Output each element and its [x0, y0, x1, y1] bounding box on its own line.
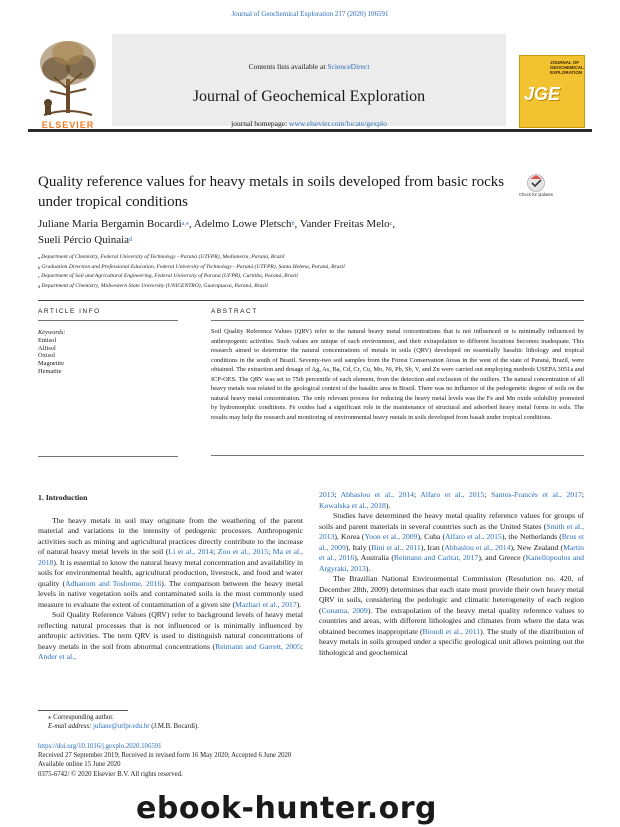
- check-for-updates-badge[interactable]: [519, 173, 553, 209]
- affiliation-marker: c: [38, 274, 42, 280]
- citation-link[interactable]: Martin et al., 2016: [319, 542, 584, 562]
- citation-link[interactable]: Abbaslou et al., 2014: [340, 490, 415, 499]
- body-text: ;: [414, 490, 421, 499]
- email-suffix: (J.M.B. Bocardi).: [149, 723, 199, 731]
- citation-link[interactable]: Reimann and Garrett, 2005: [215, 641, 301, 651]
- body-column-right: [319, 490, 584, 658]
- citation-link[interactable]: Adhanom and Toshome, 2016: [65, 578, 162, 588]
- cover-abbrev: JGE: [524, 84, 561, 104]
- affiliation-item: [38, 282, 578, 292]
- received-dates: Received 27 September 2019; Received in revised form 16 May 2020; Accepted 6 June 2020: [38, 752, 292, 760]
- citation-link[interactable]: Ander et al.,: [38, 652, 76, 661]
- publisher-wordmark: ELSEVIER: [41, 120, 95, 130]
- contents-line: [112, 62, 506, 71]
- abstract-label: ABSTRACT: [211, 308, 258, 315]
- author-name[interactable]: Sueli Pércio Quinaia: [38, 234, 130, 246]
- article-info-label: ARTICLE INFO: [38, 308, 101, 315]
- citation-link[interactable]: Biondi et al., 2011: [422, 626, 481, 636]
- body-paragraph: [319, 574, 584, 658]
- homepage-prefix: journal homepage:: [231, 119, 290, 128]
- watermark: ebook-hunter.org: [136, 791, 437, 826]
- citation-link[interactable]: Abbaslou et al., 2014: [444, 542, 511, 552]
- body-paragraph: [319, 490, 584, 511]
- affiliation-text: Graduation Direction and Professional Education, Federal University of Technology - Paraná (UTFPR), Santa Helena, Paraná, Brazil: [41, 263, 345, 270]
- affiliation-marker: a: [38, 255, 42, 260]
- citation-link[interactable]: Alfaro et al., 2015: [420, 490, 485, 499]
- citation-link[interactable]: Conama, 2009: [321, 605, 368, 615]
- available-online: Available online 15 June 2020: [38, 761, 121, 769]
- body-text: ), Iran (: [420, 542, 445, 552]
- check-updates-icon: [519, 173, 553, 193]
- citation-link[interactable]: 2013: [319, 490, 335, 499]
- citation-link[interactable]: Ma et al., 2018: [38, 547, 304, 567]
- header-divider: [38, 300, 584, 301]
- citation-link[interactable]: Kowalska et al., 2018: [319, 500, 386, 510]
- body-text: ), Italy (: [345, 542, 372, 552]
- author-name[interactable]: Juliane Maria Bergamin Bocardi: [38, 218, 182, 230]
- homepage-link[interactable]: www.elsevier.com/locate/gexplo: [289, 119, 387, 128]
- body-text: ).: [385, 500, 391, 510]
- keyword-item: Magnetite: [38, 360, 64, 368]
- sciencedirect-link[interactable]: ScienceDirect: [327, 62, 370, 71]
- author-separator: ,: [392, 218, 396, 230]
- cover-text: JOURNAL OF GEOCHEMICAL EXPLORATION: [550, 60, 584, 76]
- citation-link[interactable]: Li et al., 2014: [168, 547, 214, 556]
- keywords-box: [38, 320, 178, 376]
- keyword-item: Hematite: [38, 367, 62, 375]
- affiliation-item: [38, 253, 578, 263]
- body-column-left: [38, 493, 303, 663]
- affiliation-marker: d: [38, 283, 42, 289]
- check-updates-label: Check for updates: [519, 192, 553, 197]
- email-line: [48, 722, 308, 731]
- corresponding-author-note: ⁎ Corresponding author.: [48, 714, 114, 721]
- journal-cover[interactable]: [519, 55, 585, 128]
- body-paragraph: [319, 511, 584, 574]
- body-text: ;: [213, 547, 218, 556]
- keyword-item: Alfisol: [38, 344, 56, 352]
- body-text: ). The extrapolation of the heavy metal quality reference values to countries and areas, with different lithologies and climates from where the data was obtained becomes inappropriate (: [319, 605, 584, 636]
- doi-link[interactable]: https://doi.org/10.1016/j.gexplo.2020.106591: [38, 743, 162, 750]
- citation-link[interactable]: Brus et al., 2009: [319, 532, 584, 552]
- author-affiliation-marker[interactable]: c: [389, 221, 393, 227]
- body-text: Soil Quality Reference Values (QRV) refer to background levels of heavy metal reflecting natural processes that is not influenced or is minimally influenced by anthropic activities. The term QRV is used to distinguish natural concentrations of heavy metals in the soil from abnormal concentrations (: [38, 610, 303, 651]
- affiliation-item: [38, 272, 578, 282]
- abstract-text: Soil Quality Reference Values (QRV) refer to the natural heavy metal concentrations that is not influenced or is minimally influenced by anthropogenic activities. Such values are unique of each environment, and their extrapolation to different locations becomes inadequate. This research aimed to determine the natural concentrations of metals in soils (QRV) developed on essentially basaltic lithology and tropical conditions in the south of Brazil. Seventy-two soil samples from the Forest Conservation Areas in the west of the state of Paraná, Brazil, were obtained. The extraction and dosage of Ag, As, Ba, Cd, Cr, Cu, Mo, Ni, Pb, Sb, V, and Zn were carried out employing methods USEPA 3051a and ICP-OES. The QRV was set to 75th percentile of each element, from the detection and exclusion of the outliers. The natural concentration of all heavy metals was related to the geological context of the basaltic area in Brazil. There was no influence of the pedogenetic degree of soils on the natural heavy metal concentration. The only relevant process for reducing the heavy metal levels was the Fe and Mn oxide solubility promoted by hydromorphic conditions. Fe oxides had a significant role in the maintenance of structural and adsorbed heavy metal forms in soils. The results may help the research and monitoring of environmental heavy metals in soils developed from basalt under tropical conditions.: [211, 320, 584, 456]
- citation-link[interactable]: Yoon et al., 2009: [364, 532, 418, 541]
- paper-title: Quality reference values for heavy metals in soils developed from basic rocks under tropical conditions: [38, 174, 505, 210]
- author-name[interactable]: Vander Freitas Melo: [299, 218, 390, 230]
- keyword-item: Oxisol: [38, 352, 56, 360]
- body-text: ;: [300, 641, 304, 651]
- body-text: ), New Zealand (: [510, 542, 564, 552]
- citation-link[interactable]: Reimann and Caritat, 2017: [393, 553, 479, 562]
- citation-link[interactable]: Santos-Francés et al., 2017: [490, 490, 582, 499]
- author-affiliation-marker[interactable]: b: [291, 221, 295, 227]
- email-label: E-mail address:: [48, 723, 94, 731]
- journal-reference[interactable]: Journal of Geochemical Exploration 217 (2020) 106591: [231, 10, 389, 18]
- body-text: ). It is essential to know the natural heavy metal concentration and availability in soils for environmental health, agricultural production, livestock, and food and water quality (: [38, 557, 303, 588]
- keyword-item: Entisol: [38, 336, 57, 344]
- citation-link[interactable]: Kanellopoulos and Argyraki, 2013: [319, 553, 584, 573]
- email-link[interactable]: juliane@utfpr.edu.br: [93, 723, 150, 731]
- copyright: 0375-6742/ © 2020 Elsevier B.V. All rights reserved.: [38, 770, 183, 778]
- body-text: ). The study of the distribution of heavy metals in soils grouped under a specific geological unit allows pointing out the lithological and geochemical: [319, 626, 584, 657]
- keywords-list: [38, 337, 178, 376]
- affiliation-item: [38, 263, 578, 273]
- body-text: The Brazilian National Environmental Commission (Resolution no. 420, of December 28th, 2009) determines that each state must provide their own heavy metal QRV in soils, considering the pedologic and climatic heterogeneity of each region (: [319, 574, 584, 615]
- affiliation-text: Department of Chemistry, Federal University of Technology - Paraná (UTFPR), Medianeira, Paraná, Brazil: [41, 254, 285, 260]
- citation-link[interactable]: Alfaro et al., 2015: [445, 532, 502, 541]
- author-name[interactable]: Adelmo Lowe Pletsch: [193, 218, 292, 230]
- keywords-title: Keywords:: [38, 329, 66, 336]
- citation-link[interactable]: Bini et al., 2011: [371, 542, 421, 552]
- author-affiliation-marker[interactable]: d: [129, 237, 133, 243]
- article-history: [38, 742, 368, 779]
- author-affiliation-marker[interactable]: a,⁎: [181, 221, 189, 227]
- author-separator: ,: [188, 218, 194, 230]
- keywords-rule: [38, 456, 178, 457]
- affiliation-text: Department of Soil and Agricultural Engineering, Federal University of Paraná (UFPR), Curitiba, Paraná, Brazil: [41, 273, 298, 280]
- journal-title: Journal of Geochemical Exploration: [192, 88, 426, 105]
- author-separator: ,: [294, 218, 300, 230]
- body-text: The heavy metals in soil may originate from the weathering of the parent material and variations in the intensity of pedogenic processes. Anthropogenic activities such as mining and agricultural practices directly contribute to the increase of natural heavy metal levels in the soil (: [38, 515, 303, 556]
- body-text: ;: [581, 490, 584, 499]
- body-paragraph: [38, 516, 303, 611]
- body-text: ;: [268, 547, 273, 556]
- introduction-heading: 1. Introduction: [38, 493, 88, 502]
- body-text: ). The comparison between the heavy metal levels in native vegetation soils and contaminated soils is the most commonly used measure to evaluate the extent of contamination of a given site (: [38, 578, 303, 609]
- affiliation-marker: b: [38, 264, 42, 270]
- contents-prefix: Contents lists available at: [248, 62, 328, 71]
- body-text: Studies have determined the heavy metal quality reference values for groups of soils and parent materials in several countries such as the United States (: [319, 511, 584, 531]
- body-text: ).: [296, 599, 302, 609]
- body-text: ), Australia (: [354, 553, 394, 562]
- citation-link[interactable]: Zou et al., 2015: [217, 547, 269, 556]
- citation-link[interactable]: Smith et al., 2013: [319, 521, 584, 541]
- footnote-rule: [38, 710, 128, 711]
- affiliation-text: Department of Chemistry, Midwestern State University (UNICENTRO), Guarapuava, Paraná, Brazil: [41, 282, 268, 289]
- body-text: ), the Netherlands (: [501, 532, 562, 541]
- homepage-line: [112, 119, 506, 128]
- journal-header-band: [112, 34, 506, 126]
- author-list: [38, 216, 578, 248]
- citation-link[interactable]: Mazhari et al., 2017: [235, 599, 297, 609]
- body-text: ;: [484, 490, 491, 499]
- body-paragraph: [38, 610, 303, 663]
- footnotes: [48, 713, 308, 732]
- body-text: ), Cuba (: [417, 532, 446, 541]
- affiliation-list: [38, 253, 578, 291]
- body-text: ), Korea (: [334, 532, 365, 541]
- body-text: ).: [365, 563, 371, 573]
- body-text: ), and Greece (: [478, 553, 526, 562]
- elsevier-tree-logo: [32, 33, 104, 123]
- body-text: ;: [334, 490, 341, 499]
